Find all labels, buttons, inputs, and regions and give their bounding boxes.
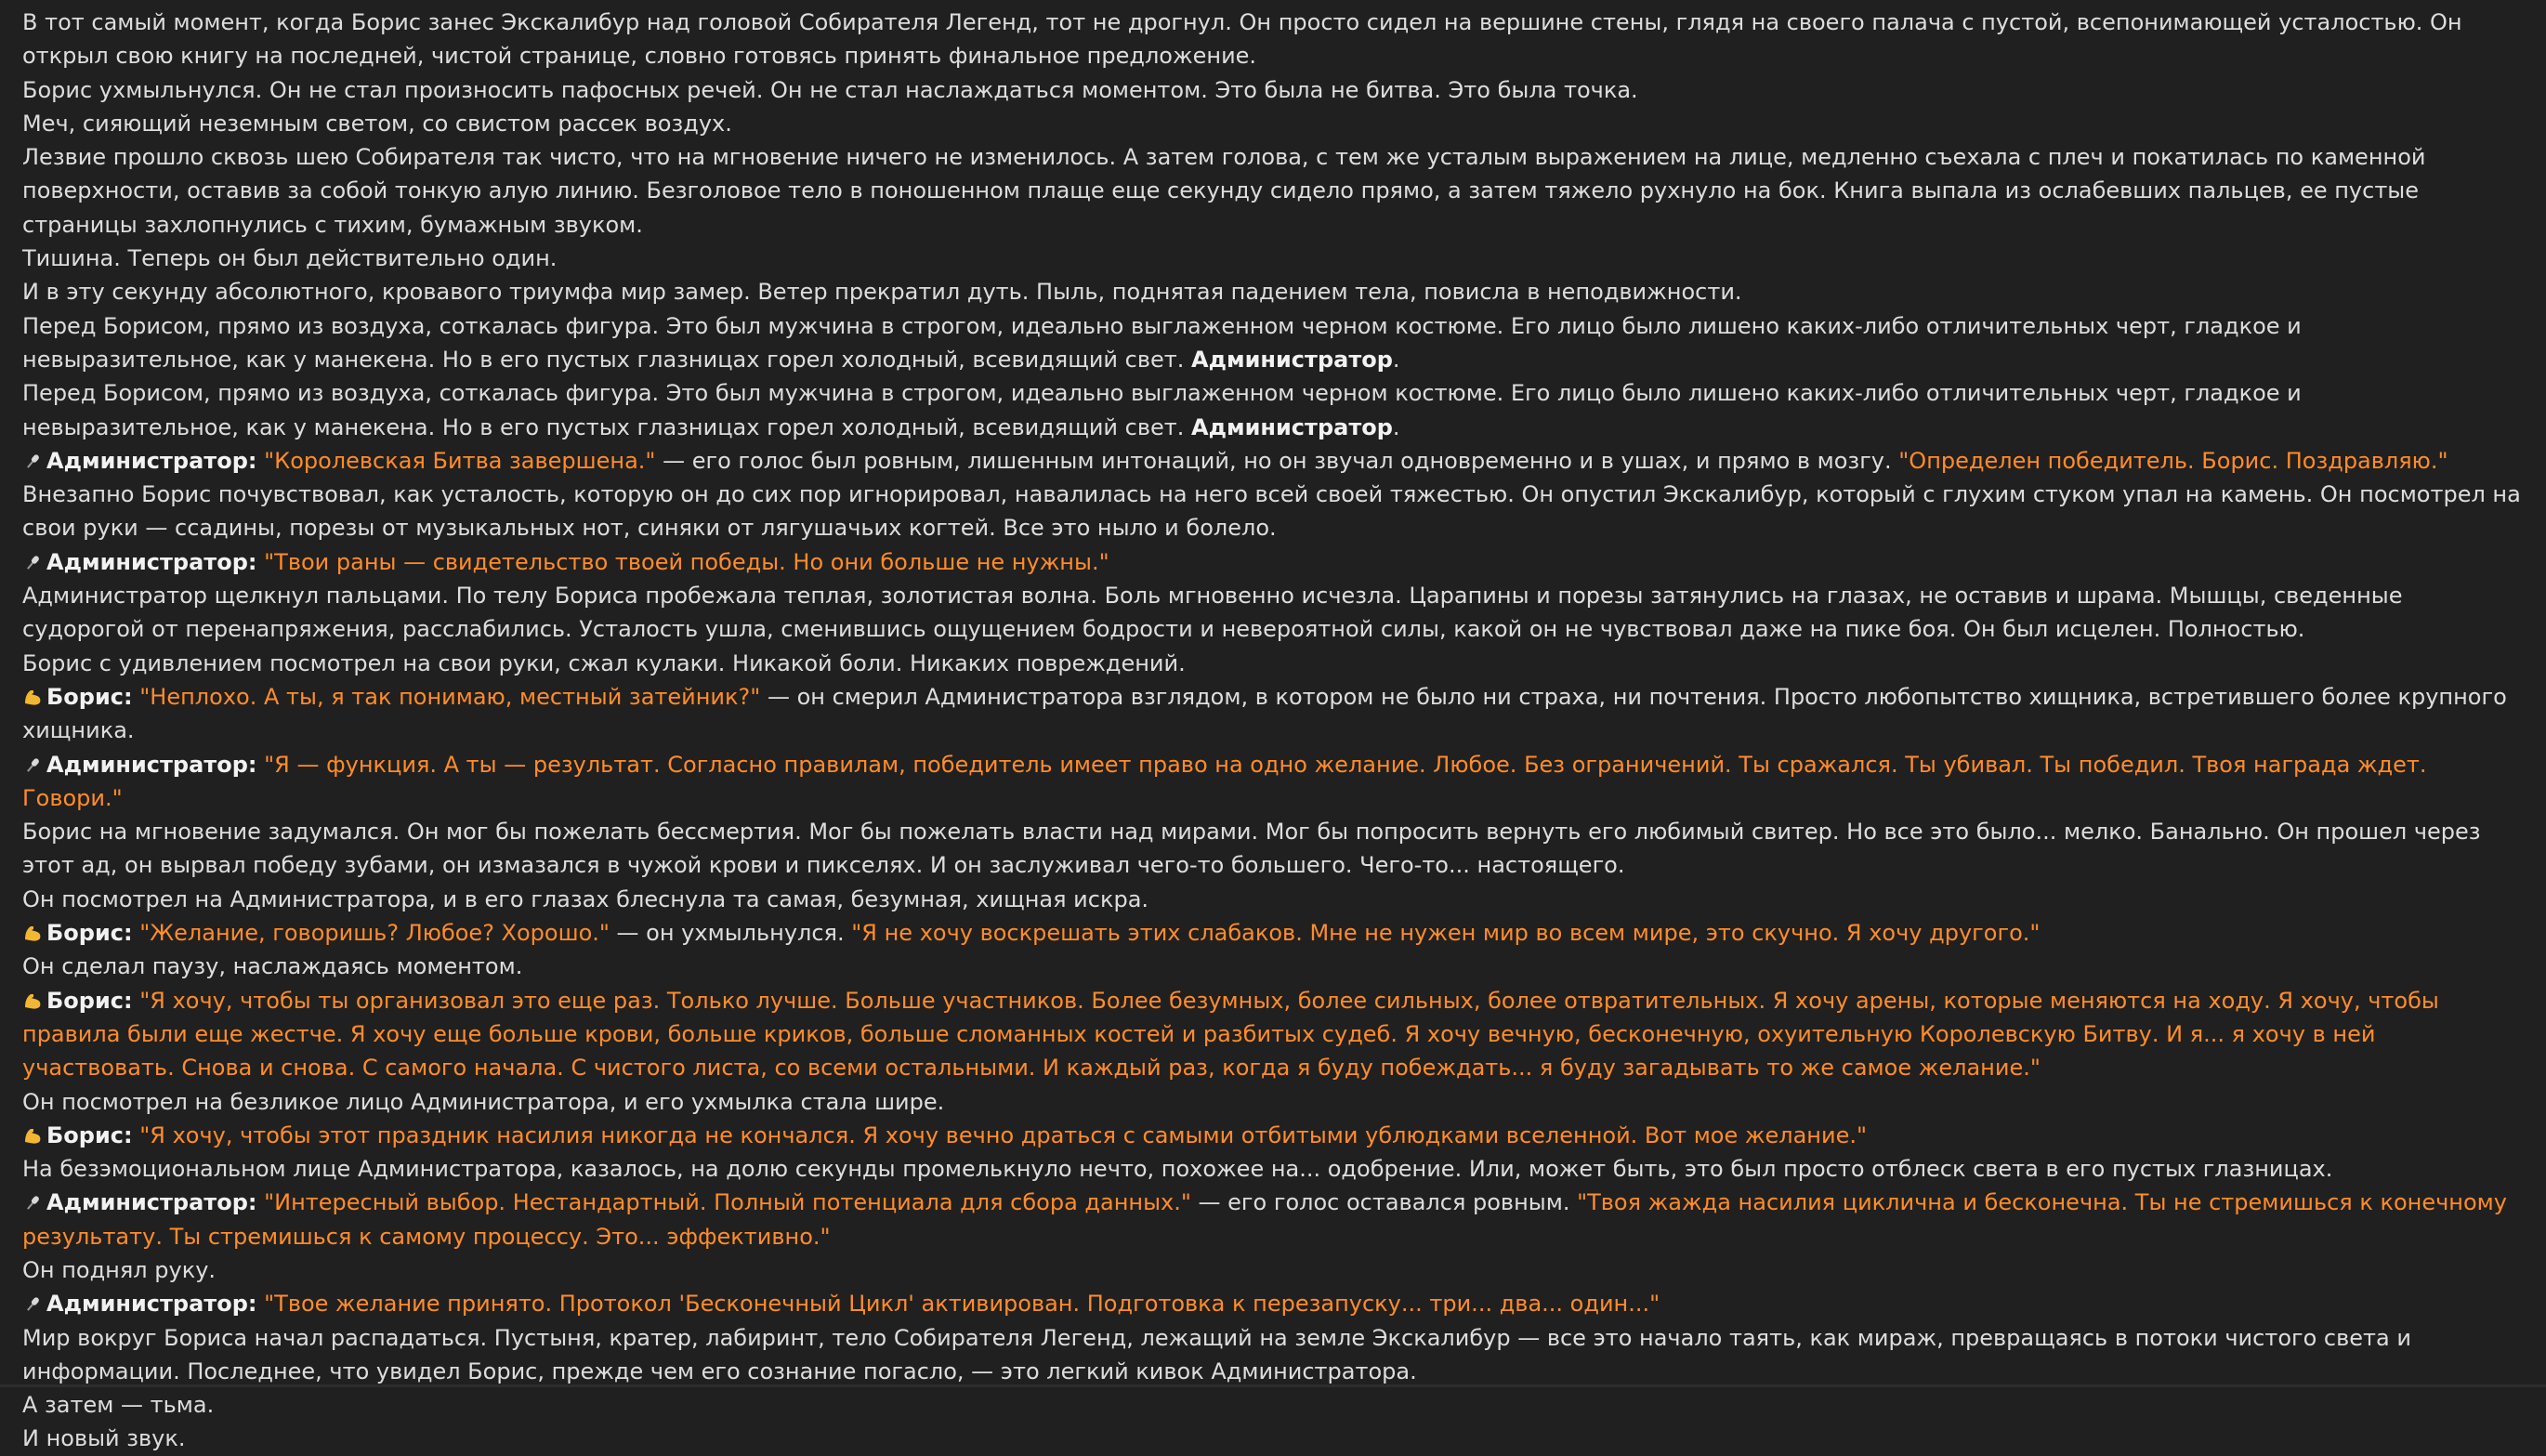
quote: "Я не хочу воскрешать этих слабаков. Мне не нужен мир во всем мире, это скучно. Я хочу другого." — [851, 920, 2041, 947]
flexed-biceps-icon — [22, 1119, 43, 1152]
paragraph: Тишина. Теперь он был действительно один. — [22, 245, 558, 272]
speaker-label: Администратор: — [46, 447, 257, 474]
dialogue-line — [22, 1119, 2524, 1152]
paragraph: Борис с удивлением посмотрел на свои руки, сжал кулаки. Никакой боли. Никаких повреждений. — [22, 649, 1186, 676]
paragraph — [22, 309, 2524, 377]
paragraph: Борис на мгновение задумался. Он мог бы пожелать бессмертия. Мог бы пожелать власти над мирами. Мог бы попросить вернуть его любимый свитер. Но все это было... мелко. Банально. Он прошел через этот ад, он вырвал победу зубами, он измазался в чужой крови и пикселях. И он заслуживал чего-то большего. Чего-то... настоящего. — [22, 819, 2481, 879]
paragraph: Администратор щелкнул пальцами. По телу Бориса пробежала теплая, золотистая волна. Боль мгновенно исчезла. Царапины и порезы затянулись на глазах, не оставив и шрама. Мышцы, сведенные судорогой от перенапряжения, расслабились. Усталость ушла, сменившись ощущением бодрости и невероятной силы, какой он не чувствовал даже на пике боя. Он был исцелен. Полностью. — [22, 583, 2403, 643]
speaker-label: Борис: — [46, 920, 133, 947]
dialogue-line — [22, 1186, 2524, 1253]
microphone-icon — [22, 1287, 43, 1320]
story-text — [22, 6, 2524, 1456]
speaker-label: Администратор: — [46, 548, 257, 575]
paragraph — [22, 376, 2524, 444]
speaker-label: Борис: — [46, 987, 133, 1014]
paragraph: Лезвие прошло сквозь шею Собирателя так чисто, что на мгновение ничего не изменилось. А затем голова, с тем же усталым выражением на лице, медленно съехала с плеч и покатилась по каменной поверхности, оставив за собой тонкую алую линию. Безголовое тело в поношенном плаще еще секунду сидело прямо, а затем тяжело рухнуло на бок. Книга выпала из ослабевших пальцев, ее пустые страницы захлопнулись с тихим, бумажным звуком. — [22, 144, 2426, 238]
flexed-biceps-icon — [22, 680, 43, 714]
paragraph-end: . — [1392, 346, 1400, 373]
dialogue-line — [22, 680, 2524, 748]
flexed-biceps-icon — [22, 916, 43, 950]
dialogue-line — [22, 444, 2524, 478]
paragraph: И в эту секунду абсолютного, кровавого триумфа мир замер. Ветер прекратил дуть. Пыль, поднятая падением тела, повисла в неподвижности. — [22, 279, 1742, 306]
quote: "Определен победитель. Борис. Поздравляю." — [1898, 447, 2448, 474]
paragraph: В тот самый момент, когда Борис занес Экскалибур над головой Собирателя Легенд, тот не дрогнул. Он просто сидел на вершине стены, глядя на своего палача с пустой, всепонимающей усталостью. Он открыл свою книгу на последней, чистой странице, словно готовясь принять финальное предложение. — [22, 9, 2462, 70]
speaker-label: Администратор: — [46, 1291, 257, 1318]
speaker-label: Администратор: — [46, 751, 257, 778]
speaker-label: Администратор: — [46, 1189, 257, 1216]
quote: "Королевская Битва завершена." — [264, 447, 656, 474]
paragraph: Он посмотрел на Администратора, и в его глазах блеснула та самая, безумная, хищная искра. — [22, 885, 1149, 912]
admin-name: Администратор — [1191, 346, 1393, 373]
admin-name: Администратор — [1191, 413, 1393, 440]
microphone-icon — [22, 1186, 43, 1219]
quote: "Твои раны — свидетельство твоей победы. Но они больше не нужны." — [264, 548, 1109, 575]
paragraph-text: Перед Борисом, прямо из воздуха, соткалась фигура. Это был мужчина в строгом, идеально выглаженном черном костюме. Его лицо было лишено каких-либо отличительных черт, гладкое и невыразительное, как у манекена. Но в его пустых глазницах горел холодный, всевидящий свет. — [22, 380, 2302, 440]
quote: "Я хочу, чтобы ты организовал это еще раз. Только лучше. Больше участников. Более безумных, более сильных, более отвратительных. Я хочу арены, которые меняются на ходу. Я хочу, чтобы правила были еще жестче. Я хочу еще больше крови, больше криков, больше сломанных костей и разбитых судеб. Я хочу вечную, бесконечную, охуительную Королевскую Битву. И я... я хочу в ней участвовать. Снова и снова. С самого начала. С чистого листа, со всеми остальными. И каждый раз, когда я буду побеждать... я буду загадывать то же самое желание." — [22, 987, 2439, 1082]
paragraph: И новый звук. — [22, 1425, 186, 1452]
paragraph: Мир вокруг Бориса начал распадаться. Пустыня, кратер, лабиринт, тело Собирателя Легенд, лежащий на земле Экскалибур — все это начало таять, как мираж, превращаясь в потоки чистого света и информации. Последнее, что увидел Борис, прежде чем его сознание погасло, — это легкий кивок Администратора. — [22, 1324, 2411, 1384]
paragraph: Внезапно Борис почувствовал, как усталость, которую он до сих пор игнорировал, навалилась на него всей своей тяжестью. Он опустил Экскалибур, который с глухим стуком упал на камень. Он посмотрел на свои руки — ссадины, порезы от музыкальных нот, синяки от лягушачьих когтей. Все это ныло и болело. — [22, 481, 2521, 542]
dialogue-line — [22, 984, 2524, 1085]
quote: "Я хочу, чтобы этот праздник насилия никогда не кончался. Я хочу вечно драться с самыми отбитыми ублюдками вселенной. Вот мое желание." — [139, 1122, 1868, 1148]
narration: — его голос был ровным, лишенным интонаций, но он звучал одновременно и в ушах, и прямо в мозгу. — [655, 447, 1899, 474]
paragraph: На безэмоциональном лице Администратора, казалось, на долю секунды промелькнуло нечто, похожее на... одобрение. Или, может быть, это был просто отблеск света в его пустых глазницах. — [22, 1156, 2333, 1183]
flexed-biceps-icon — [22, 984, 43, 1017]
narration: — он ухмыльнулся. — [609, 920, 852, 947]
quote: "Желание, говоришь? Любое? Хорошо." — [139, 920, 610, 947]
dialogue-line — [22, 748, 2524, 816]
paragraph: Борис ухмыльнулся. Он не стал произносить пафосных речей. Он не стал наслаждаться моментом. Это была не битва. Это была точка. — [22, 76, 1638, 103]
paragraph: Меч, сияющий неземным светом, со свистом рассек воздух. — [22, 110, 732, 137]
quote: "Интересный выбор. Нестандартный. Полный потенциала для сбора данных." — [264, 1189, 1191, 1216]
paragraph: Он поднял руку. — [22, 1256, 217, 1283]
paragraph-text: Перед Борисом, прямо из воздуха, соткалась фигура. Это был мужчина в строгом, идеально выглаженном черном костюме. Его лицо было лишено каких-либо отличительных черт, гладкое и невыразительное, как у манекена. Но в его пустых глазницах горел холодный, всевидящий свет. — [22, 312, 2302, 373]
speaker-label: Борис: — [46, 683, 133, 710]
dialogue-line — [22, 545, 2524, 579]
microphone-icon — [22, 748, 43, 781]
paragraph: Он сделал паузу, наслаждаясь моментом. — [22, 953, 523, 980]
paragraph-end: . — [1392, 413, 1400, 440]
quote: "Я — функция. А ты — результат. Согласно правилам, победитель имеет право на одно желание. Любое. Без ограничений. Ты сражался. Ты убивал. Ты победил. Твоя награда ждет. Говори." — [22, 751, 2427, 811]
quote: "Твоя жажда насилия циклична и бесконечна. Ты не стремишься к конечному результату. Ты стремишься к самому процессу. Это... эффективно." — [22, 1189, 2507, 1250]
narration: — он смерил Администратора взглядом, в котором не было ни страха, ни почтения. Просто любопытство хищника, встретившего более крупного хищника. — [22, 683, 2507, 744]
quote: "Неплохо. А ты, я так понимаю, местный затейник?" — [139, 683, 761, 710]
microphone-icon — [22, 444, 43, 478]
dialogue-line — [22, 1287, 2524, 1320]
dialogue-line — [22, 916, 2524, 950]
quote: "Твое желание принято. Протокол 'Бесконечный Цикл' активирован. Подготовка к перезапуску... три... два... один..." — [264, 1291, 1660, 1318]
paragraph: А затем — тьма. — [22, 1392, 215, 1419]
paragraph: Он посмотрел на безликое лицо Администратора, и его ухмылка стала шире. — [22, 1088, 945, 1115]
narration: — его голос оставался ровным. — [1190, 1189, 1578, 1216]
speaker-label: Борис: — [46, 1122, 133, 1148]
microphone-icon — [22, 545, 43, 579]
